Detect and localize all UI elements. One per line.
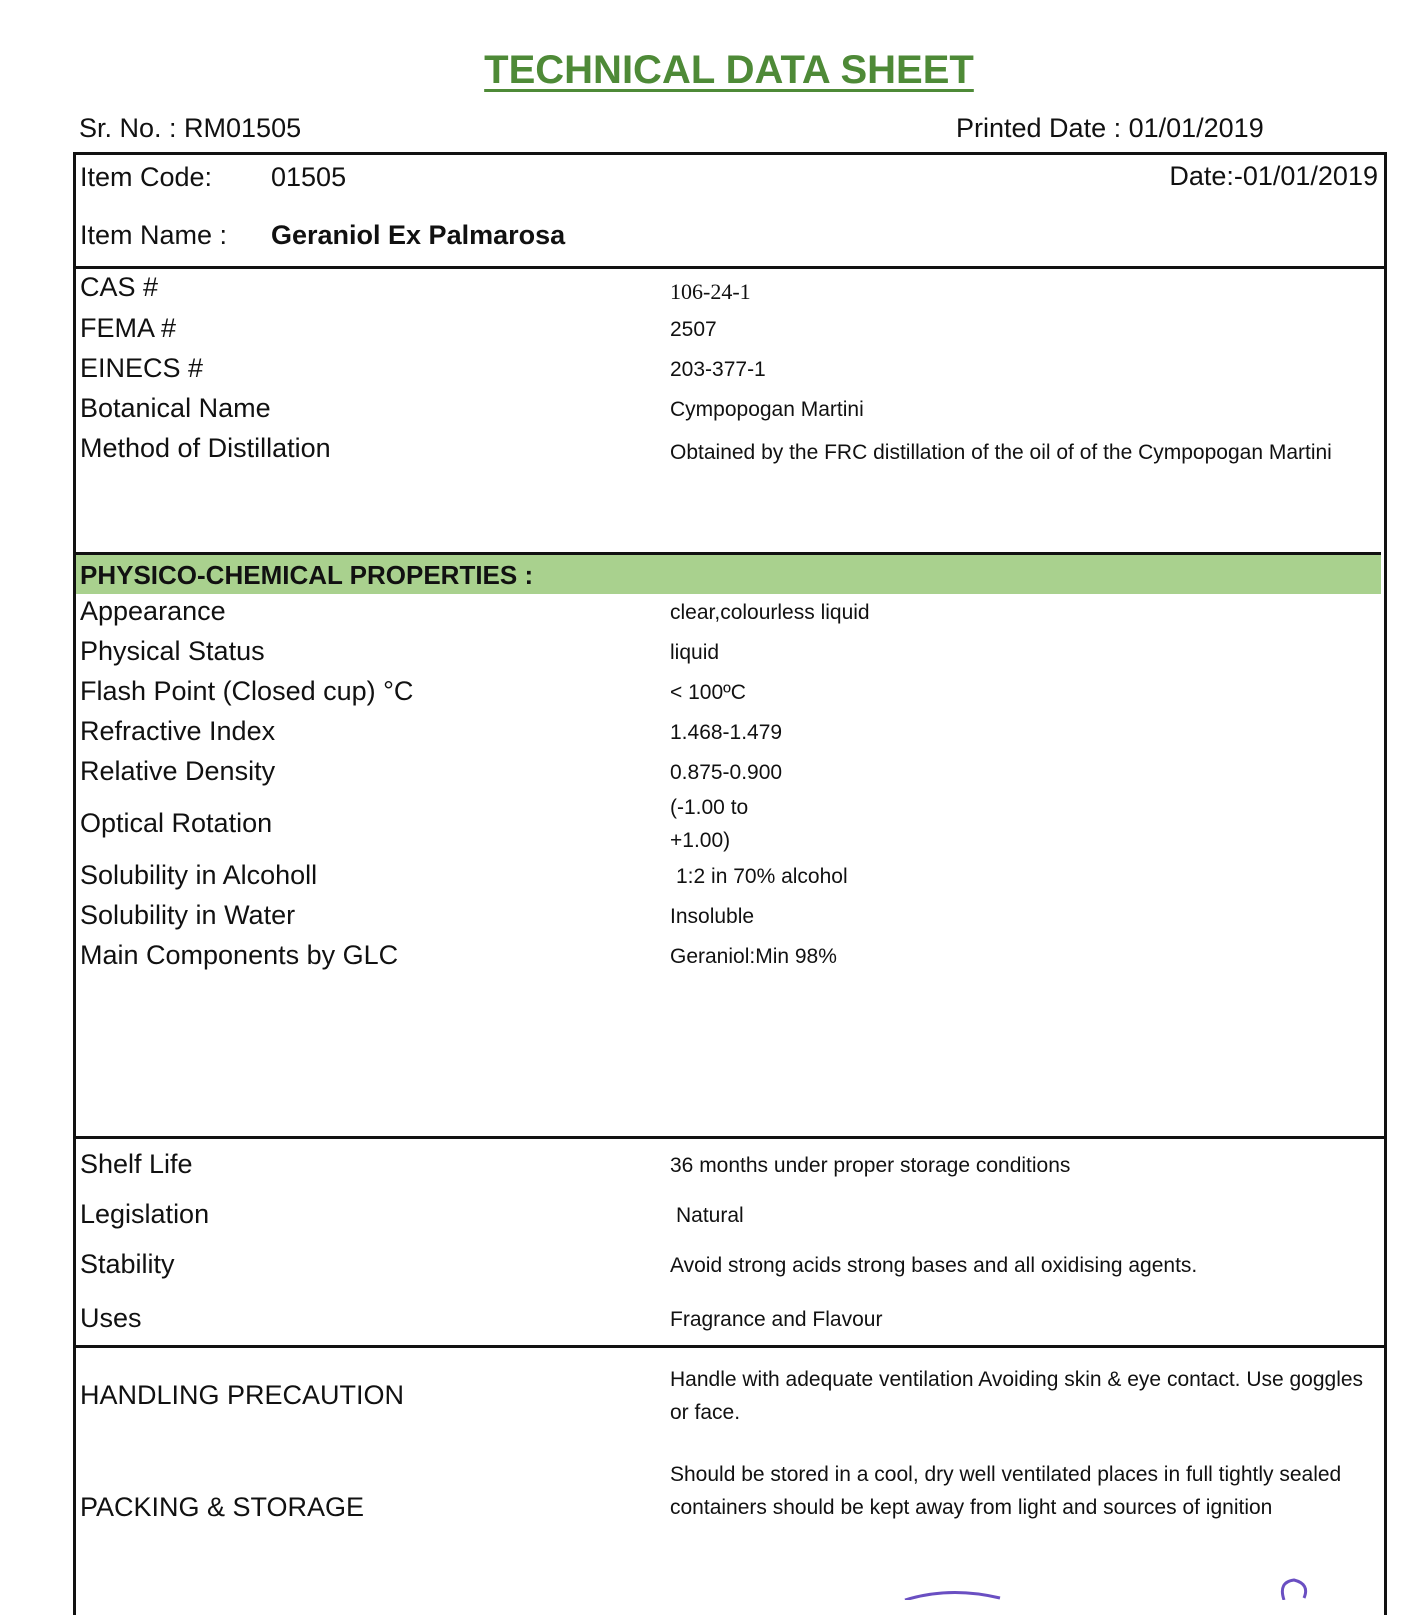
shelf-life-label: Shelf Life <box>80 1149 193 1179</box>
cas-label: CAS # <box>80 272 159 302</box>
serial-number: Sr. No. : RM01505 <box>79 113 302 143</box>
refractive-index-label: Refractive Index <box>80 716 276 746</box>
physical-status-value: liquid <box>670 641 720 664</box>
optical-rotation-value-line1: (-1.00 to <box>670 796 749 819</box>
flash-point-label: Flash Point (Closed cup) °C <box>80 676 414 706</box>
method-value: Obtained by the FRC distillation of the oil of of the Cympopogan Martini <box>670 441 1332 464</box>
optical-rotation-value-line2: +1.00) <box>670 829 731 852</box>
solubility-alcohol-label: Solubility in Alcoholl <box>80 860 318 890</box>
physical-status-label: Physical Status <box>80 636 265 666</box>
packing-storage-value: Should be stored in a cool, dry well ventilated places in full tightly sealed containers should be kept away from light and sources of ignition <box>670 1463 1342 1519</box>
item-code-label: Item Code: <box>80 162 213 192</box>
relative-density-label: Relative Density <box>80 756 276 786</box>
item-code-value: 01505 <box>271 162 347 192</box>
einecs-value: 203-377-1 <box>670 358 766 381</box>
einecs-label: EINECS # <box>80 353 204 383</box>
relative-density-value: 0.875-0.900 <box>670 761 783 784</box>
handling-precaution-label: HANDLING PRECAUTION <box>80 1380 405 1410</box>
item-date: Date:-01/01/2019 <box>1169 161 1378 191</box>
fema-value: 2507 <box>670 318 717 341</box>
printed-date: Printed Date : 01/01/2019 <box>956 113 1264 143</box>
stability-value: Avoid strong acids strong bases and all oxidising agents. <box>670 1254 1198 1277</box>
uses-label: Uses <box>80 1303 142 1333</box>
glc-components-value: Geraniol:Min 98% <box>670 945 837 968</box>
fema-label: FEMA # <box>80 313 177 343</box>
solubility-alcohol-value: 1:2 in 70% alcohol <box>676 865 848 888</box>
physico-chemical-heading: PHYSICO-CHEMICAL PROPERTIES : <box>80 560 534 590</box>
shelf-life-value: 36 months under proper storage conditions <box>670 1154 1071 1177</box>
refractive-index-value: 1.468-1.479 <box>670 721 783 744</box>
flash-point-value: < 100ºC <box>670 681 746 704</box>
handling-precaution-value: Handle with adequate ventilation Avoiding skin & eye contact. Use goggles or face. <box>670 1368 1364 1424</box>
item-name-value: Geraniol Ex Palmarosa <box>271 220 566 250</box>
legislation-value: Natural <box>676 1204 744 1227</box>
stability-label: Stability <box>80 1249 175 1279</box>
solubility-water-label: Solubility in Water <box>80 900 296 930</box>
solubility-water-value: Insoluble <box>670 905 755 928</box>
glc-components-label: Main Components by GLC <box>80 940 399 970</box>
appearance-label: Appearance <box>80 596 226 626</box>
optical-rotation-label: Optical Rotation <box>80 808 273 838</box>
cas-value: 106-24-1 <box>670 279 751 304</box>
method-label: Method of Distillation <box>80 433 331 463</box>
item-name-label: Item Name : <box>80 220 228 250</box>
appearance-value: clear,colourless liquid <box>670 601 870 624</box>
document-title: TECHNICAL DATA SHEET <box>484 48 974 92</box>
packing-storage-label: PACKING & STORAGE <box>80 1492 365 1522</box>
botanical-name-label: Botanical Name <box>80 393 271 423</box>
uses-value: Fragrance and Flavour <box>670 1308 883 1331</box>
botanical-name-value: Cympopogan Martini <box>670 398 864 421</box>
legislation-label: Legislation <box>80 1199 210 1229</box>
